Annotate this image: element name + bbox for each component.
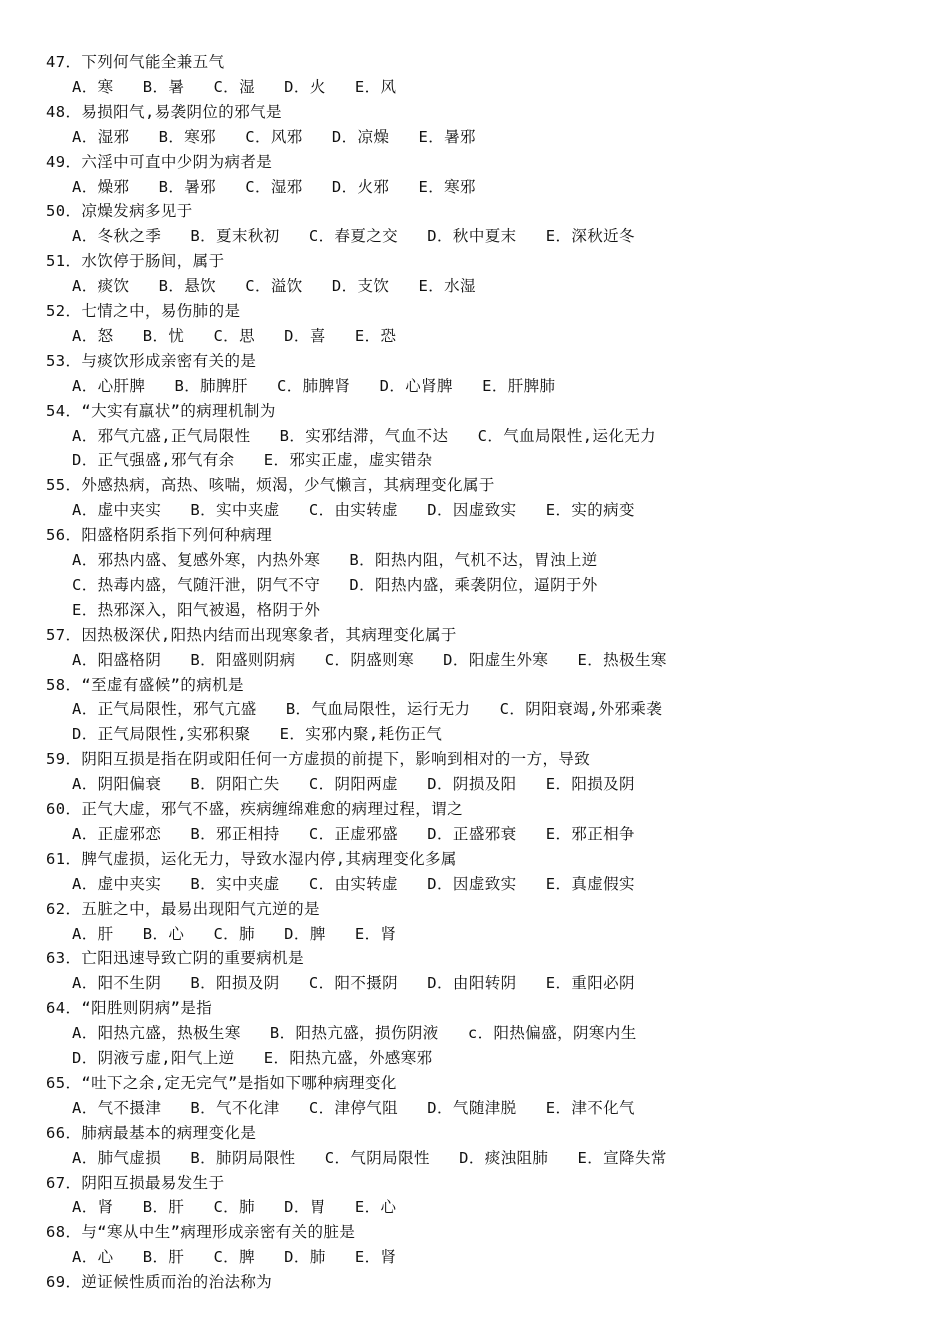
question-line: 47．下列何气能全兼五气 (46, 53, 225, 71)
options-line: A．燥邪 B．暑邪 C．湿邪 D．火邪 E．寒邪 (72, 177, 476, 196)
question-line: 60．正气大虚，邪气不盛，疾病缠绵难愈的病理过程，谓之 (46, 800, 463, 818)
options-line: A．肝 B．心 C．肺 D．脾 E．肾 (72, 924, 397, 943)
options-line: A．肺气虚损 B．肺阴局限性 C．气阴局限性 D．痰浊阻肺 E．宣降失常 (72, 1148, 667, 1167)
options-line: A．寒 B．暑 C．湿 D．火 E．风 (72, 77, 397, 96)
question-line: 61．脾气虚损，运化无力，导致水湿内停,其病理变化多属 (46, 849, 457, 868)
options-line: D．正气局限性,实邪积聚 E．实邪内聚,耗伤正气 (72, 725, 443, 744)
options-line: C．热毒内盛，气随汗泄，阴气不守 D．阳热内盛，乘袭阴位，逼阴于外 (72, 575, 598, 594)
question-line: 48．易损阳气,易袭阴位的邪气是 (46, 102, 282, 121)
question-line: 69．逆证候性质而治的治法称为 (46, 1273, 273, 1292)
options-line: A．心肝脾 B．肺脾肝 C．肺脾肾 D．心肾脾 E．肝脾肺 (72, 376, 556, 395)
options-line: E．热邪深入，阳气被遏，格阴于外 (72, 600, 321, 619)
options-line: A．怒 B．忧 C．思 D．喜 E．恐 (72, 326, 397, 345)
question-line: 68．与“寒从中生”病理形成亲密有关的脏是 (46, 1223, 356, 1242)
question-line: 65．“吐下之余,定无完气”是指如下哪种病理变化 (46, 1073, 397, 1092)
options-line: A．阴阳偏衰 B．阴阳亡失 C．阴阳两虚 D．阴损及阳 E．阳损及阴 (72, 775, 635, 794)
options-line: A．心 B．肝 C．脾 D．肺 E．肾 (72, 1248, 397, 1267)
question-line: 53．与痰饮形成亲密有关的是 (46, 351, 257, 370)
question-line: 55．外感热病，高热、咳喘，烦渴，少气懒言，其病理变化属于 (46, 476, 495, 495)
question-line: 56．阳盛格阴系指下列何种病理 (46, 526, 273, 545)
question-line: 50．凉燥发病多见于 (46, 202, 193, 221)
options-line: A．正虚邪恋 B．邪正相持 C．正虚邪盛 D．正盛邪衰 E．邪正相争 (72, 824, 635, 843)
options-line: A．正气局限性，邪气亢盛 B．气血局限性，运行无力 C．阴阳衰竭,外邪乘袭 (72, 700, 663, 719)
options-line: A．冬秋之季 B．夏末秋初 C．春夏之交 D．秋中夏末 E．深秋近冬 (72, 227, 635, 246)
options-line: A．虚中夹实 B．实中夹虚 C．由实转虚 D．因虚致实 E．实的病变 (72, 501, 635, 520)
question-line: 63．亡阳迅速导致亡阴的重要病机是 (46, 949, 304, 968)
question-line: 57．因热极深伏,阳热内结而出现寒象者，其病理变化属于 (46, 625, 457, 644)
options-line: A．肾 B．肝 C．肺 D．胃 E．心 (72, 1198, 397, 1217)
question-line: 59．阴阳互损是指在阴或阳任何一方虚损的前提下，影响到相对的一方，导致 (46, 750, 591, 769)
question-line: 49．六淫中可直中少阴为病者是 (46, 152, 273, 171)
options-line: A．阳热亢盛，热极生寒 B．阳热亢盛，损伤阴液 c．阳热偏盛，阴寒内生 (72, 1024, 637, 1043)
question-line: 62．五脏之中，最易出现阳气亢逆的是 (46, 899, 320, 918)
question-line: 51．水饮停于肠间，属于 (46, 252, 225, 271)
options-line: A．阳不生阴 B．阳损及阴 C．阳不摄阴 D．由阳转阴 E．重阳必阴 (72, 974, 635, 993)
options-line: D．正气强盛,邪气有余 E．邪实正虚，虚实错杂 (72, 451, 433, 470)
options-line: A．虚中夹实 B．实中夹虚 C．由实转虚 D．因虚致实 E．真虚假实 (72, 874, 635, 893)
options-line: A．邪气亢盛,正气局限性 B．实邪结滞，气血不达 C．气血局限性,运化无力 (72, 426, 657, 445)
question-line: 58．“至虚有盛候”的病机是 (46, 675, 244, 694)
options-line: A．阳盛格阴 B．阳盛则阴病 C．阴盛则寒 D．阳虚生外寒 E．热极生寒 (72, 650, 667, 669)
question-line: 64．“阳胜则阴病”是指 (46, 999, 213, 1018)
question-line: 67．阴阳互损最易发生于 (46, 1173, 225, 1192)
options-line: A．痰饮 B．悬饮 C．溢饮 D．支饮 E．水湿 (72, 277, 476, 296)
question-line: 66．肺病最基本的病理变化是 (46, 1123, 257, 1142)
options-line: A．气不摄津 B．气不化津 C．津停气阻 D．气随津脱 E．津不化气 (72, 1098, 635, 1117)
options-line: D．阴液亏虚,阳气上逆 E．阳热亢盛，外感寒邪 (72, 1049, 433, 1067)
options-line: A．邪热内盛、复感外寒，内热外寒 B．阳热内阻，气机不达，胃浊上逆 (72, 551, 598, 569)
question-line: 54．“大实有羸状”的病理机制为 (46, 401, 276, 420)
options-line: A．湿邪 B．寒邪 C．风邪 D．凉燥 E．暑邪 (72, 127, 476, 146)
question-line: 52．七情之中，易伤肺的是 (46, 302, 241, 320)
